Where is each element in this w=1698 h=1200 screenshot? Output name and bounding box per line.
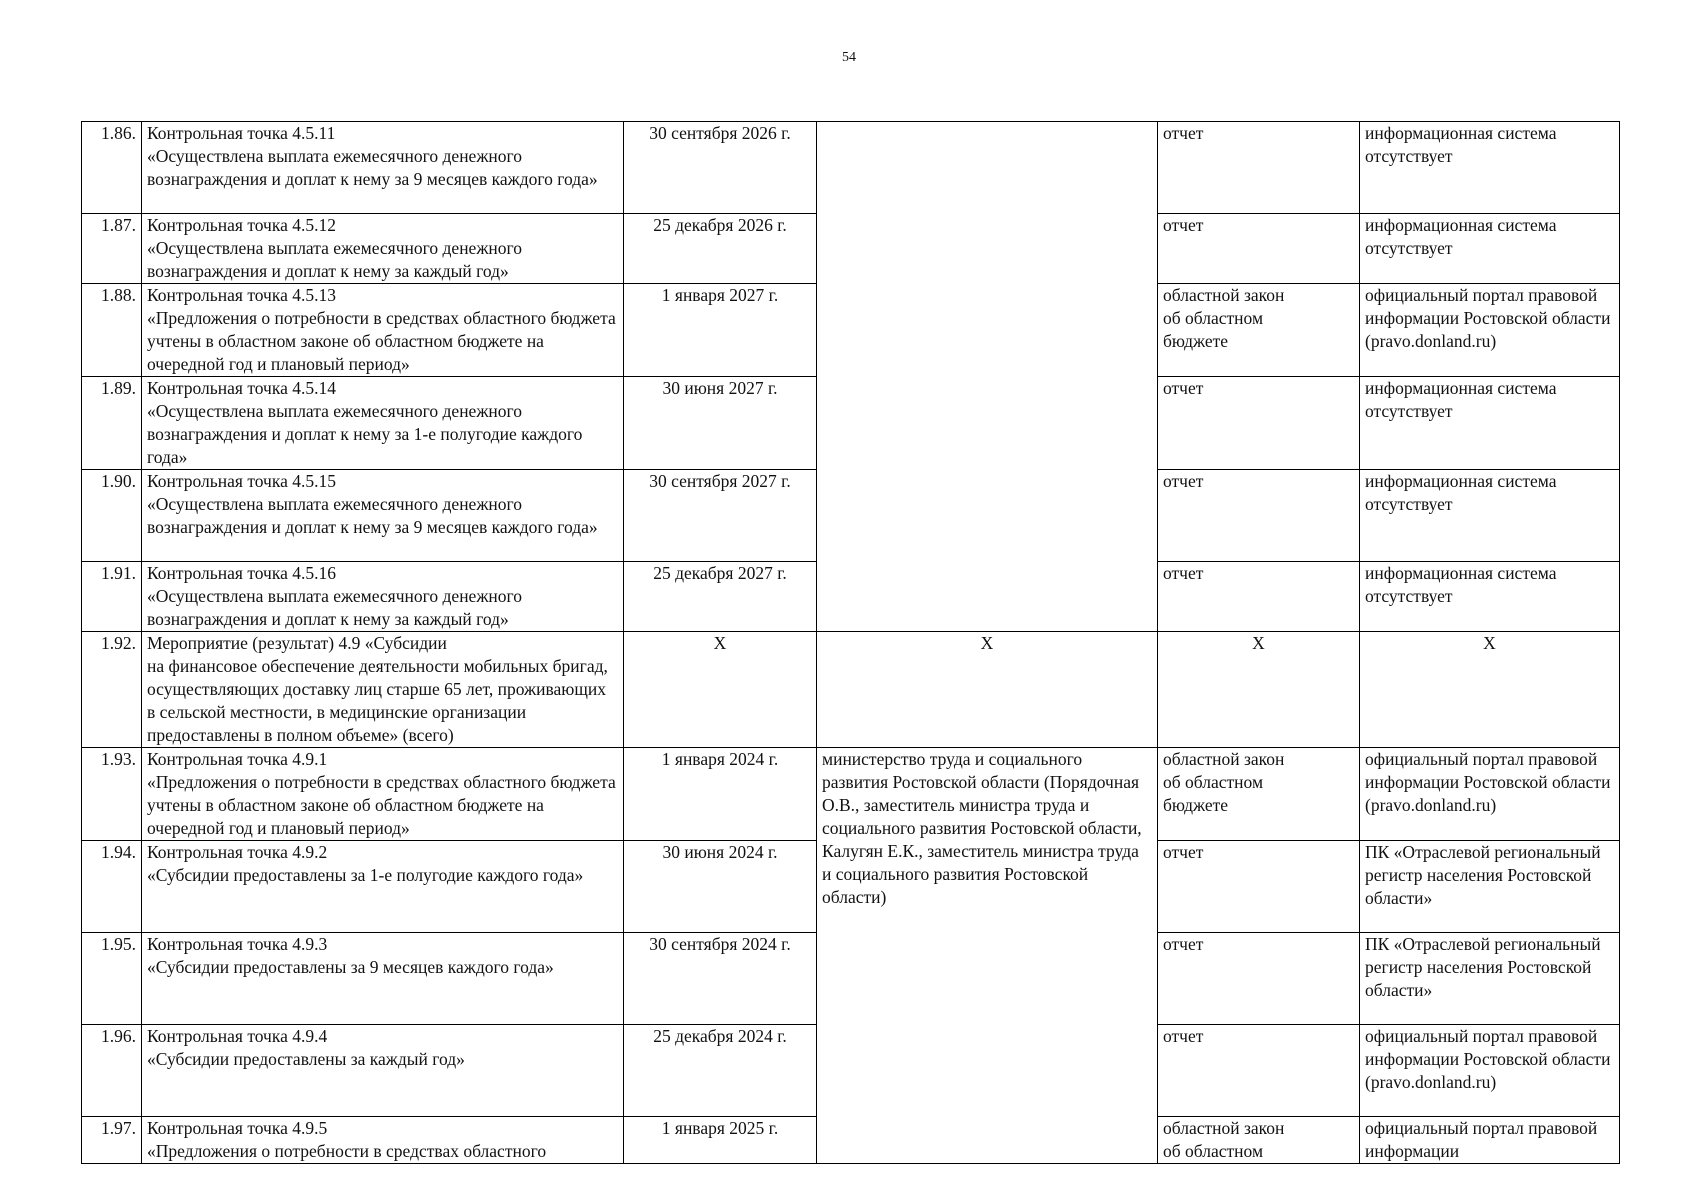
table-row	[82, 122, 1620, 214]
row-date: 30 сентября 2024 г.	[624, 933, 817, 1025]
row-date: 1 января 2025 г.	[624, 1117, 817, 1164]
row-info-system: официальный портал правовой информации Ростовской области (pravo.donland.ru)	[1360, 748, 1620, 841]
row-date: 30 июня 2027 г.	[624, 377, 817, 470]
row-number: 1.95.	[82, 933, 142, 1025]
row-number: 1.92.	[82, 632, 142, 748]
row-title: Контрольная точка 4.9.3 «Субсидии предоставлены за 9 месяцев каждого года»	[142, 933, 624, 1025]
row-document: X	[1158, 632, 1360, 748]
row-title: Контрольная точка 4.5.11 «Осуществлена выплата ежемесячного денежного вознаграждения и доплат к нему за 9 месяцев каждого года»	[142, 122, 624, 214]
row-date: 30 сентября 2026 г.	[624, 122, 817, 214]
row-info-system: официальный портал правовой информации	[1360, 1117, 1620, 1164]
row-number: 1.97.	[82, 1117, 142, 1164]
row-document: областной закон об областном	[1158, 1117, 1360, 1164]
row-responsible: X	[817, 632, 1158, 748]
row-info-system: ПК «Отраслевой региональный регистр населения Ростовской области»	[1360, 933, 1620, 1025]
row-info-system: информационная система отсутствует	[1360, 214, 1620, 284]
row-title: Контрольная точка 4.5.15 «Осуществлена выплата ежемесячного денежного вознаграждения и доплат к нему за 9 месяцев каждого года»	[142, 470, 624, 562]
table-row	[82, 748, 1620, 841]
page-number: 54	[842, 50, 856, 65]
row-date: 1 января 2027 г.	[624, 284, 817, 377]
row-document: отчет	[1158, 562, 1360, 632]
row-document: отчет	[1158, 1025, 1360, 1117]
row-info-system: информационная система отсутствует	[1360, 562, 1620, 632]
row-number: 1.88.	[82, 284, 142, 377]
row-number: 1.87.	[82, 214, 142, 284]
row-number: 1.89.	[82, 377, 142, 470]
row-number: 1.86.	[82, 122, 142, 214]
row-date: 1 января 2024 г.	[624, 748, 817, 841]
row-document: отчет	[1158, 214, 1360, 284]
row-document: отчет	[1158, 122, 1360, 214]
table-row	[82, 632, 1620, 748]
row-info-system: официальный портал правовой информации Ростовской области (pravo.donland.ru)	[1360, 1025, 1620, 1117]
row-title: Контрольная точка 4.5.14 «Осуществлена выплата ежемесячного денежного вознаграждения и доплат к нему за 1-е полугодие каждого года»	[142, 377, 624, 470]
row-document: отчет	[1158, 933, 1360, 1025]
row-date: 25 декабря 2027 г.	[624, 562, 817, 632]
row-document: областной закон об областном бюджете	[1158, 748, 1360, 841]
row-title: Контрольная точка 4.5.13 «Предложения о потребности в средствах областного бюджета учтены в областном законе об областном бюджете на очередной год и плановый период»	[142, 284, 624, 377]
row-info-system: официальный портал правовой информации Ростовской области (pravo.donland.ru)	[1360, 284, 1620, 377]
row-title: Контрольная точка 4.9.1 «Предложения о потребности в средствах областного бюджета учтены в областном законе об областном бюджете на очередной год и плановый период»	[142, 748, 624, 841]
row-date: 30 июня 2024 г.	[624, 841, 817, 933]
row-date: X	[624, 632, 817, 748]
row-date: 25 декабря 2026 г.	[624, 214, 817, 284]
row-number: 1.94.	[82, 841, 142, 933]
row-date: 30 сентября 2027 г.	[624, 470, 817, 562]
row-number: 1.96.	[82, 1025, 142, 1117]
row-info-system: информационная система отсутствует	[1360, 377, 1620, 470]
row-document: отчет	[1158, 841, 1360, 933]
control-points-table	[81, 121, 1620, 1164]
row-number: 1.90.	[82, 470, 142, 562]
row-info-system: ПК «Отраслевой региональный регистр населения Ростовской области»	[1360, 841, 1620, 933]
row-info-system: X	[1360, 632, 1620, 748]
row-date: 25 декабря 2024 г.	[624, 1025, 817, 1117]
row-info-system: информационная система отсутствует	[1360, 470, 1620, 562]
responsible-cell-empty	[817, 122, 1158, 632]
row-title: Контрольная точка 4.9.5 «Предложения о потребности в средствах областного	[142, 1117, 624, 1164]
row-document: областной закон об областном бюджете	[1158, 284, 1360, 377]
row-title: Мероприятие (результат) 4.9 «Субсидии на финансовое обеспечение деятельности мобильных бригад, осуществляющих доставку лиц старше 65 лет, проживающих в сельской местности, в медицинские организации предоставлены в полном объеме» (всего)	[142, 632, 624, 748]
row-info-system: информационная система отсутствует	[1360, 122, 1620, 214]
row-title: Контрольная точка 4.9.4 «Субсидии предоставлены за каждый год»	[142, 1025, 624, 1117]
row-title: Контрольная точка 4.9.2 «Субсидии предоставлены за 1-е полугодие каждого года»	[142, 841, 624, 933]
row-number: 1.91.	[82, 562, 142, 632]
row-title: Контрольная точка 4.5.16 «Осуществлена выплата ежемесячного денежного вознаграждения и доплат к нему за каждый год»	[142, 562, 624, 632]
responsible-cell: министерство труда и социального развития Ростовской области (Порядочная О.В., заместитель министра труда и социального развития Ростовской области, Калугян Е.К., заместитель министра труда и социального развития Ростовской области)	[817, 748, 1158, 1164]
row-number: 1.93.	[82, 748, 142, 841]
row-title: Контрольная точка 4.5.12 «Осуществлена выплата ежемесячного денежного вознаграждения и доплат к нему за каждый год»	[142, 214, 624, 284]
row-document: отчет	[1158, 470, 1360, 562]
row-document: отчет	[1158, 377, 1360, 470]
